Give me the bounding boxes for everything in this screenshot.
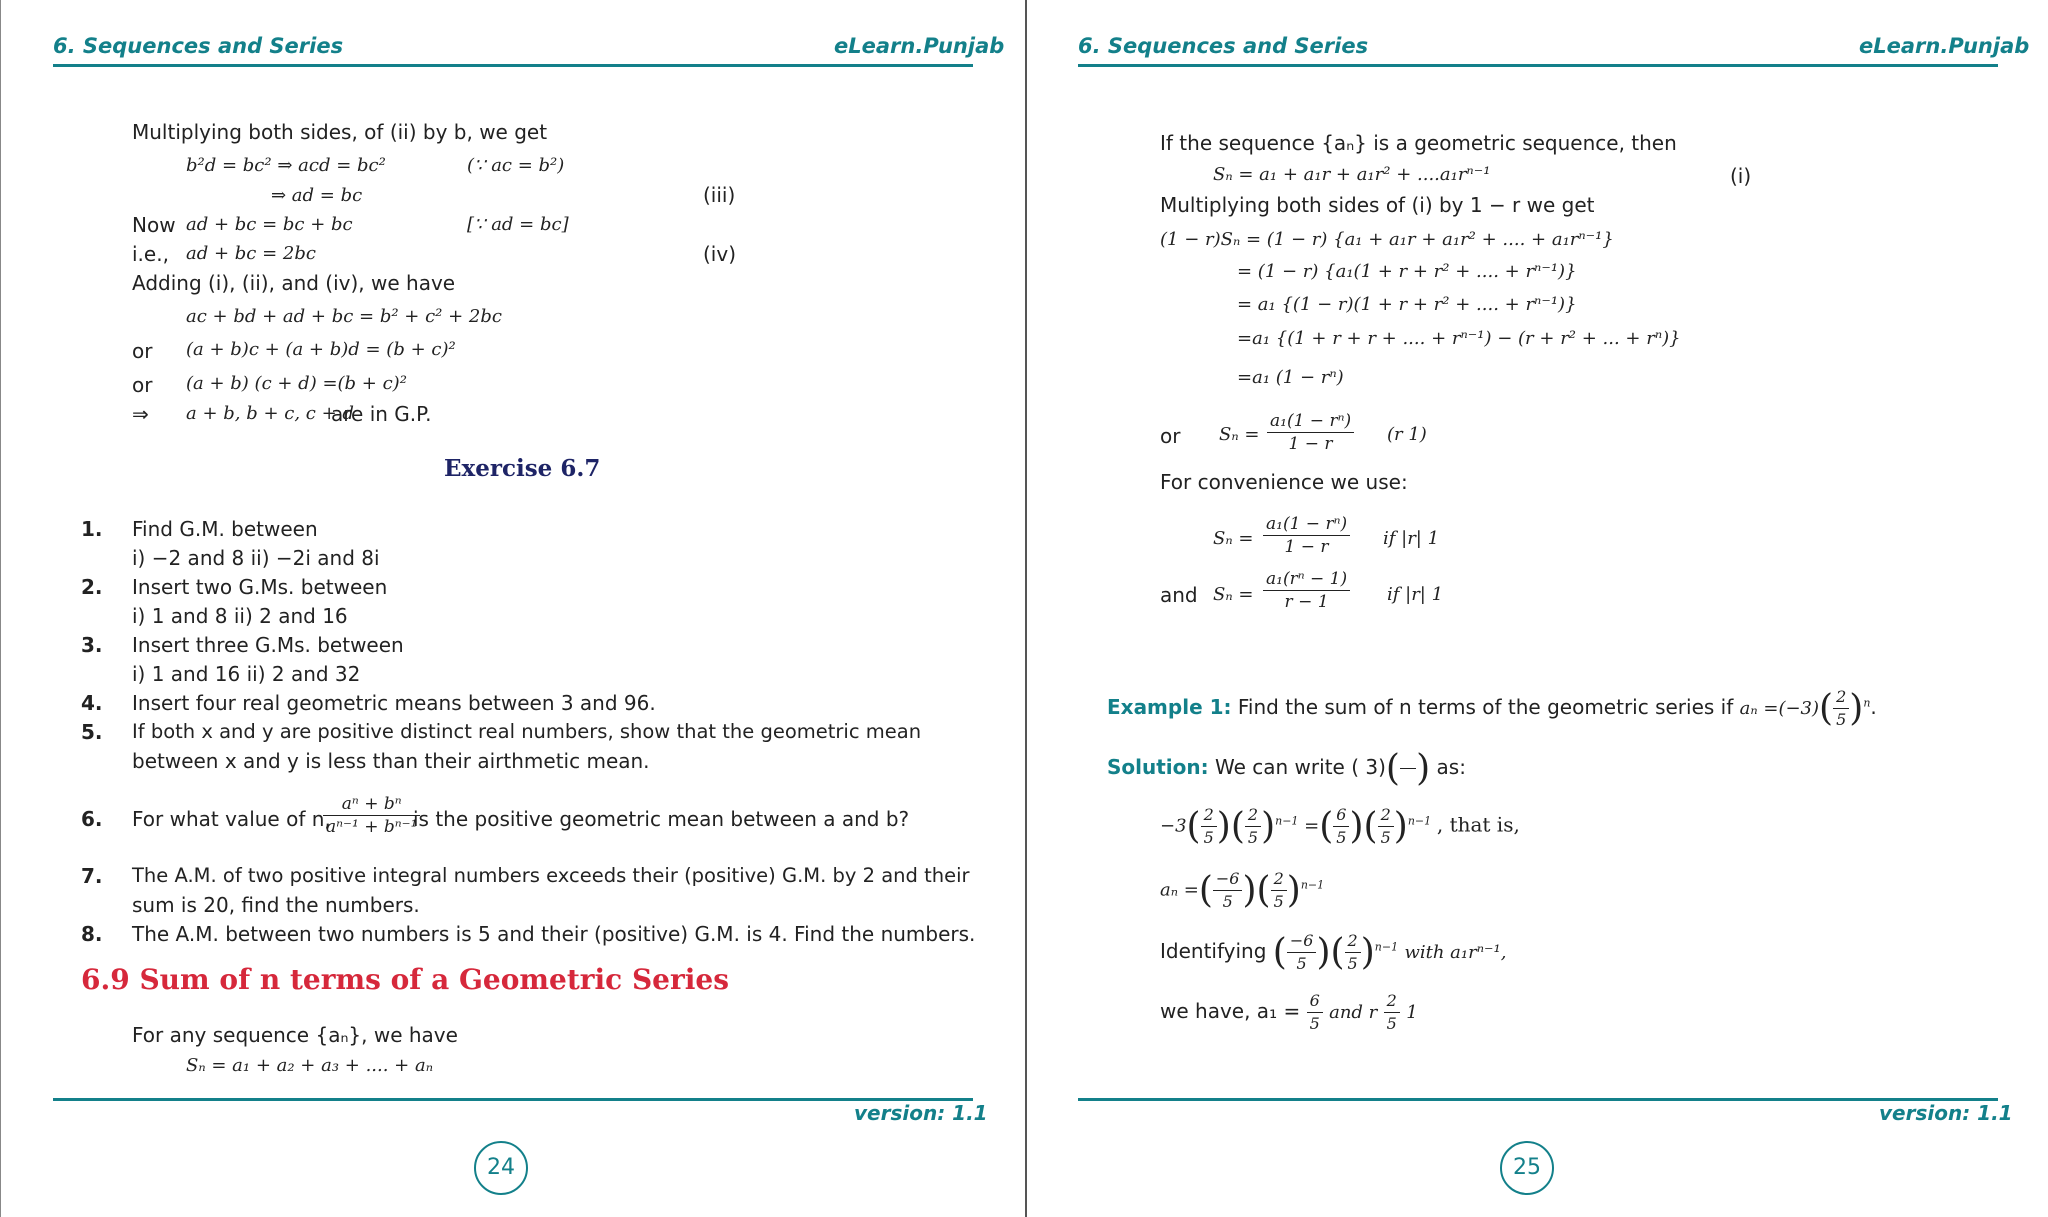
fraction [323, 793, 420, 838]
question-number: 5. [81, 720, 103, 744]
solution-line [1107, 746, 1466, 791]
fraction-denominator: r − 1 [1284, 592, 1329, 612]
body-text: For convenience we use: [1160, 470, 1408, 494]
question-text: For what value of n, [132, 807, 331, 831]
intro-text: Multiplying both sides, of (ii) by b, we get [132, 120, 548, 144]
equation: Sₙ = [1213, 528, 1254, 549]
question-text: The A.M. between two numbers is 5 and their (positive) G.M. is 4. Find the numbers. [132, 922, 976, 946]
fraction [1267, 410, 1354, 455]
question-number: 2. [81, 575, 103, 599]
example-text: Find the sum of n terms of the geometric series if [1237, 695, 1734, 719]
equation: ad + bc = 2bc [186, 243, 316, 264]
or-label: or [1160, 424, 1181, 448]
identifying-line: Identifying ( $\frac{-6}{5}$ )( $\frac{2}{5}$ )$^{n-1}$ with a₁rⁿ⁻¹, [1160, 931, 1507, 973]
header-rule [53, 64, 973, 67]
page-number: 25 [1500, 1141, 1554, 1195]
solution-as: as: [1436, 755, 1466, 779]
equation: =a₁ (1 − rⁿ) [1237, 367, 1344, 388]
now-label: Now [132, 213, 176, 237]
question-text: sum is 20, find the numbers. [132, 893, 420, 917]
paren: ) [1849, 688, 1864, 729]
equation: ⇒ ad = bc [271, 185, 363, 206]
fraction: $\frac{2}{5}$ [1271, 868, 1287, 913]
and-label: and [1160, 583, 1198, 607]
equation: Sₙ = [1213, 584, 1254, 605]
fraction: $\frac{6}{5}$ [1333, 804, 1349, 849]
equation: (a + b)c + (a + b)d = (b + c)² [186, 339, 456, 360]
equation: Sₙ = a₁ + a₁r + a₁r² + ....a₁rⁿ⁻¹ [1213, 164, 1491, 185]
fraction-numerator: a₁(1 − rⁿ) [1267, 410, 1354, 433]
chapter-header: 6. Sequences and Series [53, 34, 344, 58]
equation: = (1 − r) {a₁(1 + r + r² + .... + rⁿ⁻¹)} [1237, 261, 1577, 282]
question-sub: i) 1 and 8 ii) 2 and 16 [132, 604, 348, 628]
fraction: $\frac{-6}{5}$ [1287, 930, 1317, 975]
paren: ( [1385, 748, 1400, 789]
fraction: $\frac{2}{5}$ [1245, 804, 1261, 849]
page-right [1025, 0, 2048, 1217]
fraction: $\frac{2}{5}$ [1201, 804, 1217, 849]
equation-tail: are in G.P. [331, 402, 432, 426]
example-line: Example 1: Find the sum of n terms of the geometric series if aₙ =(−3)( $\frac{2}{5}$ )$^n$. [1107, 687, 1877, 729]
equation-tag: (iv) [703, 242, 736, 266]
or-label: or [132, 339, 153, 363]
condition: if |r| 1 [1383, 528, 1440, 549]
adding-text: Adding (i), (ii), and (iv), we have [132, 271, 456, 295]
fraction: $\frac{6}{5}$ [1307, 990, 1323, 1035]
implies-symbol: ⇒ [132, 402, 149, 426]
question-text: between x and y is less than their airthmetic mean. [132, 749, 650, 773]
equation: b²d = bc² ⇒ acd = bc² [186, 155, 386, 176]
equation-tag: (iii) [703, 183, 736, 207]
footer-rule [1078, 1098, 1998, 1101]
ie-label: i.e., [132, 242, 169, 266]
equation-line: aₙ =( $\frac{-6}{5}$ )( $\frac{2}{5}$ )$^{n-1}$ [1160, 869, 1325, 911]
equation-reason: [∵ ad = bc] [467, 214, 569, 235]
fraction-numerator: aⁿ + bⁿ [323, 793, 420, 816]
condition: (r 1) [1387, 424, 1427, 445]
question-sub: i) 1 and 16 ii) 2 and 32 [132, 662, 361, 686]
page-number: 24 [474, 1141, 528, 1195]
condition: if |r| 1 [1387, 584, 1444, 605]
paren: ( [1819, 688, 1834, 729]
equation-line: −3( $\frac{2}{5}$ )( $\frac{2}{5}$ )$^{n-1}$ =( $\frac{6}{5}$ )( $\frac{2}{5}$ )$^{n-1}$ , that is, [1160, 805, 1520, 847]
question-sub: i) −2 and 8 ii) −2i and 8i [132, 546, 380, 570]
example-equation: aₙ =(−3) [1739, 698, 1820, 719]
question-text: Insert two G.Ms. between [132, 575, 388, 599]
fraction: $\frac{2}{5}$ [1384, 990, 1400, 1035]
question-number: 3. [81, 633, 103, 657]
fraction: $\frac{2}{5}$ [1378, 804, 1394, 849]
fraction-numerator: a₁(rⁿ − 1) [1263, 568, 1350, 591]
brand-header: eLearn.Punjab [1859, 34, 2030, 58]
version-label: version: 1.1 [1879, 1101, 2013, 1125]
equation: (a + b) (c + d) =(b + c)² [186, 373, 407, 394]
question-text: is the positive geometric mean between a and b? [413, 807, 910, 831]
question-text: If both x and y are positive distinct real numbers, show that the geometric mean [132, 720, 922, 743]
equation: =a₁ {(1 + r + r + .... + rⁿ⁻¹) − (r + r² + ... + rⁿ)} [1237, 328, 1681, 349]
version-label: version: 1.1 [854, 1101, 988, 1125]
fraction-denominator: 1 − r [1288, 434, 1333, 454]
question-number: 6. [81, 807, 103, 831]
fraction: $\frac{-6}{5}$ [1213, 868, 1243, 913]
header-rule [1078, 64, 1998, 67]
we-have-line: we have, a₁ = $\frac{6}{5}$ and r $\frac{2}{5}$ 1 [1160, 991, 1418, 1033]
body-text: If the sequence {aₙ} is a geometric sequence, then [1160, 131, 1677, 155]
body-text: Multiplying both sides of (i) by 1 − r we get [1160, 193, 1595, 217]
question-text: Insert four real geometric means between 3 and 96. [132, 691, 656, 715]
paren: ) [1416, 748, 1431, 789]
fraction-denominator: 1 − r [1284, 537, 1329, 557]
question-number: 8. [81, 922, 103, 946]
question-text: The A.M. of two positive integral numbers exceeds their (positive) G.M. by 2 and their [132, 864, 970, 887]
equation: ac + bd + ad + bc = b² + c² + 2bc [186, 306, 502, 327]
equation: (1 − r)Sₙ = (1 − r) {a₁ + a₁r + a₁r² + .... + a₁rⁿ⁻¹} [1160, 229, 1614, 250]
fraction [1263, 568, 1350, 613]
solution-label: Solution: [1107, 755, 1209, 779]
chapter-header: 6. Sequences and Series [1078, 34, 1369, 58]
example-label: Example 1: [1107, 695, 1232, 719]
solution-text: We can write ( 3) [1215, 755, 1386, 779]
equation: Sₙ = [1219, 424, 1260, 445]
fraction: $\frac{2}{5}$ [1345, 930, 1361, 975]
equation: Sₙ = a₁ + a₂ + a₃ + .... + aₙ [186, 1055, 434, 1076]
equation-reason: (∵ ac = b²) [467, 155, 565, 176]
question-number: 4. [81, 691, 103, 715]
body-text: For any sequence {aₙ}, we have [132, 1023, 458, 1047]
fraction: $\frac{2}{5}$ [1833, 686, 1849, 731]
question-number: 1. [81, 517, 103, 541]
fraction-numerator: a₁(1 − rⁿ) [1263, 513, 1350, 536]
fraction [1400, 746, 1416, 791]
question-text: Insert three G.Ms. between [132, 633, 404, 657]
brand-header: eLearn.Punjab [834, 34, 1005, 58]
footer-rule [53, 1098, 973, 1101]
section-title: 6.9 Sum of n terms of a Geometric Series [81, 963, 729, 996]
equation: a + b, b + c, c + d [186, 403, 354, 424]
equation: ad + bc = bc + bc [186, 214, 353, 235]
or-label: or [132, 373, 153, 397]
fraction-denominator: aⁿ⁻¹ + bⁿ⁻¹ [326, 817, 418, 837]
equation: = a₁ {(1 − r)(1 + r + r² + .... + rⁿ⁻¹)} [1237, 294, 1577, 315]
fraction [1263, 513, 1350, 558]
question-number: 7. [81, 864, 103, 888]
question-text: Find G.M. between [132, 517, 318, 541]
equation-tag: (i) [1730, 164, 1752, 188]
exercise-title: Exercise 6.7 [444, 455, 601, 482]
